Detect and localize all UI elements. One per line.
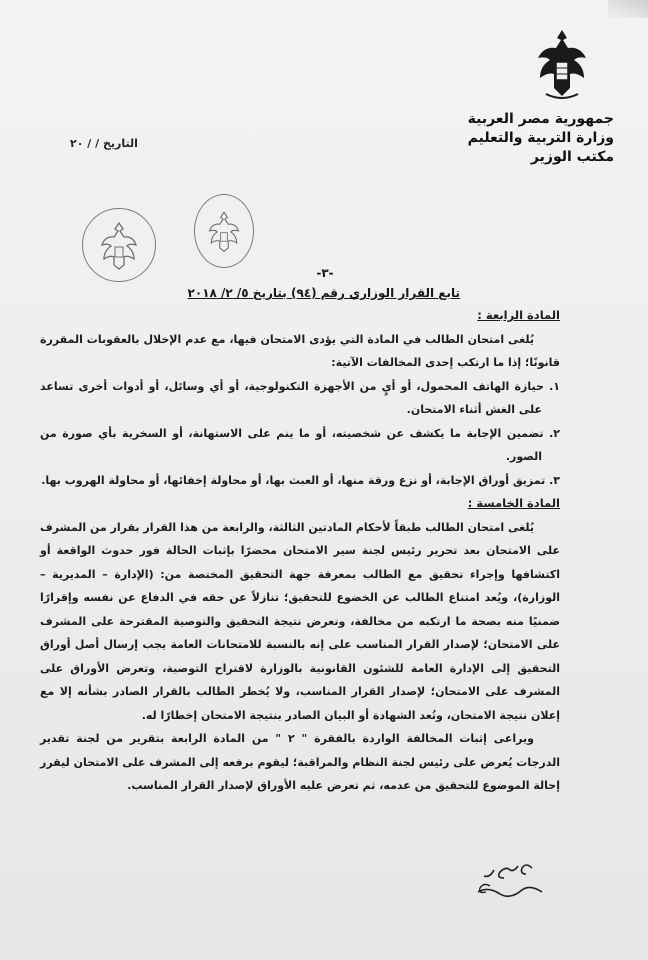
decree-title: تابع القرار الوزاري رقم (٩٤) بتاريخ ٥/ ٢/ ٢٠١٨	[187, 286, 460, 300]
letterhead-ministry: وزارة التربية والتعليم	[467, 130, 614, 146]
article-4-item: ٣. تمزيق أوراق الإجابة، أو نزع ورقة منها، أو العبث بها، أو محاولة إخفائها، أو محاولة الهروب بها.	[41, 473, 560, 487]
official-seal-stamp	[194, 194, 254, 268]
article-4-item: ٢. تضمين الإجابة ما يكشف عن شخصيته، أو ما ينم على الاستهانة، أو السخرية بأي صورة من الصور.	[40, 426, 560, 463]
eagle-emblem-icon	[534, 26, 590, 102]
article-5-paragraph: ويراعى إثبات المخالفة الواردة بالفقرة " ٢ " من المادة الرابعة بتقرير من لجنة تقدير الدرجات يُعرض على رئيس لجنة النظام والمراقبة؛ ليقوم برفعه إلى المشرف على الامتحان ليقرر إحالة الموضوع للتحقيق من عدمه، ثم تعرض عليه الأوراق لإصدار القرار المناسب.	[40, 732, 560, 792]
letterhead-country: جمهورية مصر العربية	[467, 111, 614, 127]
handwritten-signature	[470, 856, 550, 904]
article-5-paragraph: يُلغى امتحان الطالب طبقاً لأحكام المادتين الثالثة، والرابعة من هذا القرار بقرار من المشرف على الامتحان بعد تحرير رئيس لجنة سير الامتحان محضرًا بإثبات الحالة فور حدوث الواقعة أو اكتشافها وإجراء تحقيق مع الطالب بمعرفة جهة التحقيق المختصة من: (الإدارة – المديرية – الوزارة)، ويُعد امتناع الطالب عن الخضوع للتحقيق؛ تنازلاً عن حقه في الدفاع عن نفسه وإقرارًا ضمنيًا منه بصحة ما ارتكبه من مخالفة، وتعرض نتيجة التحقيق والتوصية المقترحة على المشرف على الامتحان؛ لإصدار القرار المناسب على إنه بالنسبة للامتحانات العامة يجب إرسال أصل أوراق التحقيق إلى الإدارة العامة للشئون القانونية بالوزارة لاقتراح التوصية، وتعرض الأوراق على المشرف على الامتحان؛ لإصدار القرار المناسب، ولا يُخطر الطالب بالقرار الصادر بشأنه إلا مع إعلان نتيجة الامتحان، وتُعد الشهادة أو البيان الصادر بنتيجة الامتحان إخطارًا له.	[40, 520, 560, 722]
page-number: -٣-	[316, 266, 334, 280]
document-body	[40, 304, 560, 798]
seal-eagle-icon	[207, 207, 241, 255]
seal-eagle-icon	[99, 219, 139, 271]
date-line: التاريخ / / ٢٠	[70, 137, 138, 150]
article-5-heading: المادة الخامسة :	[467, 496, 560, 510]
article-4-heading: المادة الرابعة :	[477, 308, 560, 322]
letterhead	[454, 110, 614, 167]
letterhead-office: مكتب الوزير	[530, 149, 614, 165]
page-fold-shadow	[608, 0, 648, 18]
article-4-item: ١. حيازة الهاتف المحمول، أو أيٍ من الأجهزة التكنولوجية، أو أي وسائل، أو أدوات أخرى تساعد على الغش أثناء الامتحان.	[40, 379, 560, 416]
official-seal-stamp	[82, 208, 156, 282]
article-4-intro: يُلغى امتحان الطالب في المادة التي يؤدى الامتحان فيها، مع عدم الإخلال بالعقوبات المقررة قانونًا؛ إذا ما ارتكب إحدى المخالفات الآتية:	[40, 332, 560, 369]
